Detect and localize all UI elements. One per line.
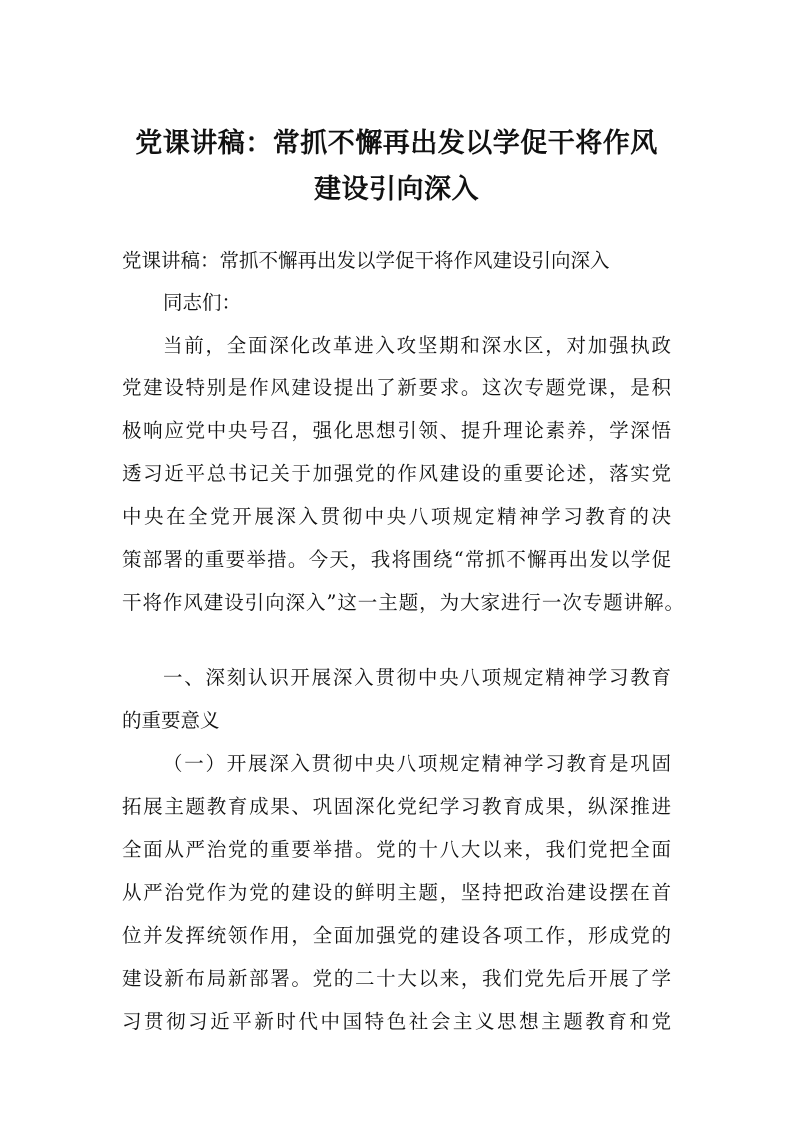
paragraph-2-line-5: 位并发挥统领作用，全面加强党的建设各项工作，形成党的 — [122, 924, 671, 947]
paragraph-2-line-4: 从严治党作为党的建设的鲜明主题，坚持把政治建设摆在首 — [122, 881, 671, 904]
section-heading-1-line-2: 的重要意义 — [122, 709, 220, 732]
paragraph-2-line-2: 拓展主题教育成果、巩固深化党纪学习教育成果，纵深推进 — [122, 795, 671, 818]
document-title-line-1: 党课讲稿：常抓不懈再出发以学促干将作风 — [135, 128, 658, 159]
paragraph-2-line-3: 全面从严治党的重要举措。党的十八大以来，我们党把全面 — [122, 838, 671, 861]
paragraph-2-line-1: （一）开展深入贯彻中央八项规定精神学习教育是巩固 — [163, 752, 671, 775]
paragraph-1-line-2: 党建设特别是作风建设提出了新要求。这次专题党课，是积 — [122, 376, 671, 399]
salutation: 同志们： — [163, 291, 242, 314]
paragraph-1-line-6: 策部署的重要举措。今天，我将围绕“常抓不懈再出发以学促 — [122, 548, 671, 571]
paragraph-2-line-6: 建设新布局新部署。党的二十大以来，我们党先后开展了学 — [122, 967, 671, 990]
paragraph-1-line-7: 干将作风建设引向深入”这一主题，为大家进行一次专题讲解。 — [122, 591, 684, 614]
paragraph-1-line-3: 极响应党中央号召，强化思想引领、提升理论素养，学深悟 — [122, 419, 671, 442]
paragraph-2-line-7: 习贯彻习近平新时代中国特色社会主义思想主题教育和党 — [122, 1010, 671, 1033]
section-heading-1-line-1: 一、深刻认识开展深入贯彻中央八项规定精神学习教育 — [163, 666, 671, 689]
paragraph-1-line-1: 当前，全面深化改革进入攻坚期和深水区，对加强执政 — [163, 334, 671, 357]
document-title-line-2: 建设引向深入 — [314, 174, 479, 205]
document-subtitle: 党课讲稿：常抓不懈再出发以学促干将作风建设引向深入 — [122, 249, 610, 272]
paragraph-1-line-5: 中央在全党开展深入贯彻中央八项规定精神学习教育的决 — [122, 505, 671, 528]
paragraph-1-line-4: 透习近平总书记关于加强党的作风建设的重要论述，落实党 — [122, 462, 671, 485]
